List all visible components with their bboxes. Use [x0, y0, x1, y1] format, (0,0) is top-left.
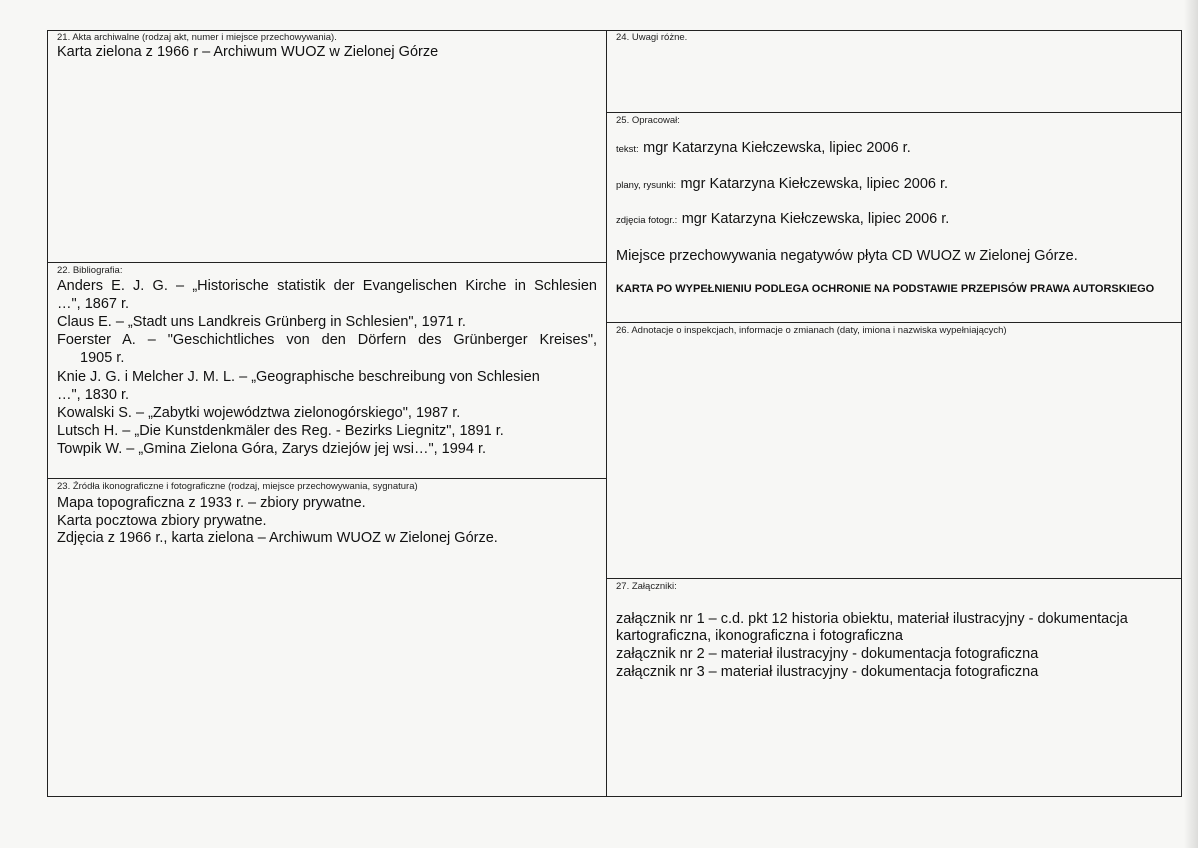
section-26-caption: 26. Adnotacje o inspekcjach, informacje o zmianach (daty, imiona i nazwiska wypełniających)	[616, 325, 1007, 336]
author-photos-label: zdjęcia fotogr.:	[616, 215, 678, 226]
bibliography-line-10: Towpik W. – „Gmina Zielona Góra, Zarys dziejów jej wsi…", 1994 r.	[57, 441, 487, 457]
divider-24-25	[606, 112, 1182, 113]
author-text-label: tekst:	[616, 144, 639, 155]
negatives-location: Miejsce przechowywania negatywów płyta CD WUOZ w Zielonej Górze.	[616, 248, 1078, 264]
bibliography-line-5: 1905 r.	[80, 350, 125, 366]
attachment-line-2: kartograficzna, ikonograficzna i fotograficzna	[616, 628, 903, 644]
page-edge-shadow	[1184, 0, 1198, 848]
bibliography-line-2: …", 1867 r.	[57, 296, 130, 312]
author-plans-row	[616, 175, 948, 193]
sources-line-1: Mapa topograficzna z 1933 r. – zbiory prywatne.	[57, 495, 366, 511]
section-24-caption: 24. Uwagi różne.	[616, 32, 688, 43]
sources-line-2: Karta pocztowa zbiory prywatne.	[57, 513, 267, 529]
bibliography-line-7: …", 1830 r.	[57, 387, 130, 403]
bibliography-line-3: Claus E. – „Stadt uns Landkreis Grünberg in Schlesien", 1971 r.	[57, 314, 466, 330]
divider-26-27	[606, 578, 1182, 579]
author-photos-row	[616, 210, 949, 228]
divider-22-23	[47, 478, 607, 479]
bibliography-line-4: Foerster A. – "Geschichtliches von den Dörfern des Grünberger Kreises",	[57, 332, 597, 348]
section-25-caption: 25. Opracował:	[616, 115, 680, 126]
sources-line-3: Zdjęcia z 1966 r., karta zielona – Archiwum WUOZ w Zielonej Górze.	[57, 530, 498, 546]
attachment-line-1: załącznik nr 1 – c.d. pkt 12 historia obiektu, materiał ilustracyjny - dokumentacja	[616, 611, 1128, 627]
column-divider	[606, 30, 607, 797]
section-21-text: Karta zielona z 1966 r – Archiwum WUOZ w Zielonej Górze	[57, 44, 439, 60]
author-photos-value: mgr Katarzyna Kiełczewska, lipiec 2006 r.	[681, 211, 950, 227]
bibliography-line-9: Lutsch H. – „Die Kunstdenkmäler des Reg. - Bezirks Liegnitz", 1891 r.	[57, 423, 504, 439]
section-27-caption: 27. Załączniki:	[616, 581, 677, 592]
author-text-value: mgr Katarzyna Kiełczewska, lipiec 2006 r.	[643, 140, 911, 156]
divider-25-26	[606, 322, 1182, 323]
author-plans-value: mgr Katarzyna Kiełczewska, lipiec 2006 r.	[680, 176, 949, 192]
author-text-row	[616, 139, 911, 157]
copyright-notice: KARTA PO WYPEŁNIENIU PODLEGA OCHRONIE NA PODSTAWIE PRZEPISÓW PRAWA AUTORSKIEGO	[616, 283, 1155, 295]
bibliography-line-6: Knie J. G. i Melcher J. M. L. – „Geographische beschreibung von Schlesien	[57, 369, 540, 385]
attachment-line-3: załącznik nr 2 – materiał ilustracyjny - dokumentacja fotograficzna	[616, 646, 1039, 662]
bibliography-line-1: Anders E. J. G. – „Historische statistik der Evangelischen Kirche in Schlesien	[57, 278, 597, 294]
author-plans-label: plany, rysunki:	[616, 180, 677, 191]
section-23-caption: 23. Źródła ikonograficzne i fotograficzne (rodzaj, miejsce przechowywania, sygnatura)	[57, 481, 418, 492]
bibliography-line-8: Kowalski S. – „Zabytki województwa zielonogórskiego", 1987 r.	[57, 405, 461, 421]
section-22-caption: 22. Bibliografia:	[57, 265, 123, 276]
section-21-caption: 21. Akta archiwalne (rodzaj akt, numer i miejsce przechowywania).	[57, 32, 337, 43]
divider-21-22	[47, 262, 607, 263]
attachment-line-4: załącznik nr 3 – materiał ilustracyjny - dokumentacja fotograficzna	[616, 664, 1039, 680]
